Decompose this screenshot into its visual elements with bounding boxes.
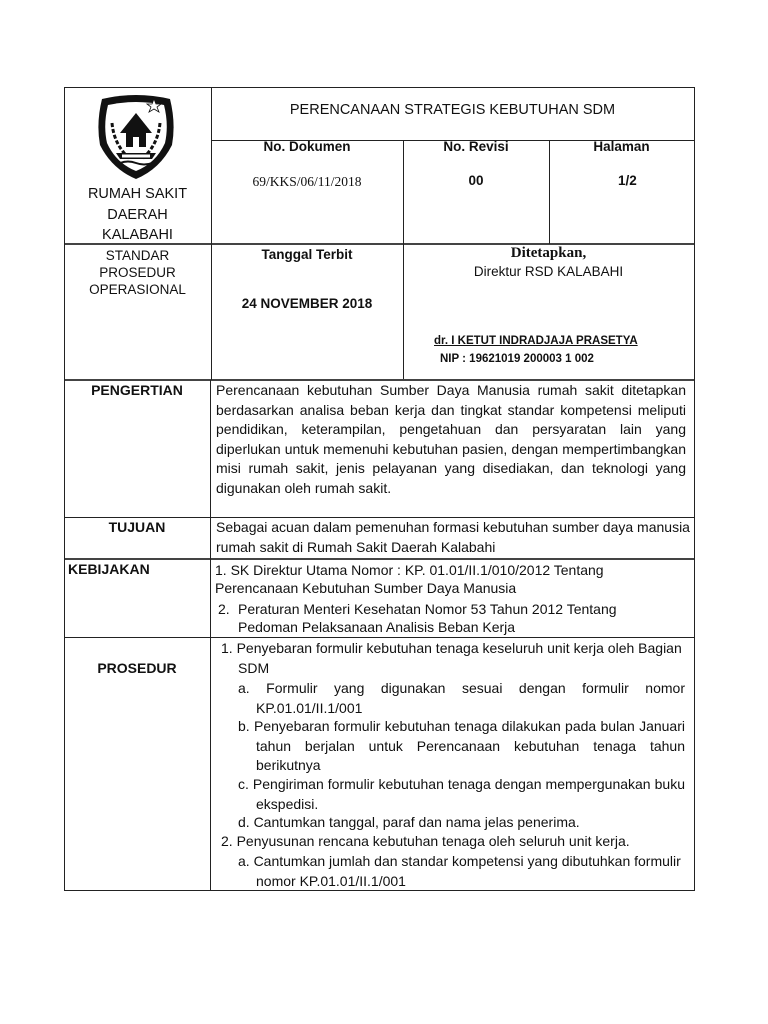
stamp-text: Ditetapkan,: [510, 245, 587, 261]
sop-label-line: STANDAR: [105, 248, 170, 263]
director-nip: NIP : 19621019 200003 1 002: [440, 353, 594, 365]
prosedur-step: 2. Penyusunan rencana kebutuhan tenaga oleh seluruh unit kerja.: [221, 833, 630, 849]
revision-label: No. Revisi: [443, 139, 509, 154]
tujuan-label: TUJUAN: [108, 519, 166, 535]
sop-label: [64, 247, 211, 298]
hospital-logo: [90, 93, 182, 183]
page-label: Halaman: [593, 139, 650, 154]
hospital-name: [64, 184, 211, 246]
prosedur-substep: d. Cantumkan tanggal, paraf dan nama jelas penerima.: [238, 814, 580, 830]
prosedur-label: PROSEDUR: [97, 660, 177, 676]
page-value: 1/2: [618, 173, 637, 188]
kebijakan-item: Perencanaan Kebutuhan Sumber Daya Manusia: [215, 580, 517, 596]
director-title: Direktur RSD KALABAHI: [473, 264, 624, 279]
kebijakan-item: 1. SK Direktur Utama Nomor : KP. 01.01/II.1/010/2012 Tentang: [215, 562, 604, 578]
issue-date-label: Tanggal Terbit: [261, 247, 353, 262]
kebijakan-item-number: 2.: [218, 601, 230, 617]
prosedur-substep: a. Cantumkan jumlah dan standar kompetensi yang dibutuhkan formulir nomor KP.01.01/II.1/001: [238, 853, 681, 889]
issue-date-value: 24 NOVEMBER 2018: [241, 296, 373, 311]
director-name: dr. I KETUT INDRADJAJA PRASETYA: [434, 335, 638, 347]
kebijakan-label: KEBIJAKAN: [68, 561, 150, 577]
prosedur-step: 1. Penyebaran formulir kebutuhan tenaga keseluruh unit kerja oleh Bagian SDM: [221, 640, 682, 676]
hospital-name-line: KALABAHI: [102, 227, 173, 243]
prosedur-substep: b. Penyebaran formulir kebutuhan tenaga dilakukan pada bulan Januari tahun berjalan untuk Perencanaan kebutuhan tenaga tahun berikutnya: [238, 718, 685, 773]
hospital-name-line: DAERAH: [107, 206, 168, 223]
kebijakan-item: Peraturan Menteri Kesehatan Nomor 53 Tahun 2012 Tentang: [238, 601, 617, 617]
pengertian-label: PENGERTIAN: [91, 382, 183, 398]
tujuan-text: Sebagai acuan dalam pemenuhan formasi kebutuhan sumber daya manusia rumah sakit di Rumah Sakit Daerah Kalabahi: [216, 519, 690, 555]
revision-value: 00: [468, 173, 484, 188]
prosedur-substep: a. Formulir yang digunakan sesuai dengan formulir nomor KP.01.01/II.1/001: [238, 680, 685, 716]
prosedur-substep: c. Pengiriman formulir kebutuhan tenaga dengan mempergunakan buku ekspedisi.: [238, 776, 685, 812]
sop-label-line: PROSEDUR: [99, 265, 176, 280]
doc-number-label: No. Dokumen: [263, 139, 351, 154]
document-title: PERENCANAAN STRATEGIS KEBUTUHAN SDM: [289, 102, 616, 118]
pengertian-text: Perencanaan kebutuhan Sumber Daya Manusia rumah sakit ditetapkan berdasarkan analisa beban kerja dan tingkat standar kompetensi meliputi pendidikan, keterampilan, pengetahuan dan persyaratan lain yang diperlukan untuk memenuhi kebutuhan pasien, dengan mempertimbangkan misi rumah sakit, jenis pelayanan yang disediakan, dan teknologi yang digunakan oleh rumah sakit.: [216, 382, 686, 496]
sop-label-line: OPERASIONAL: [89, 282, 186, 297]
hospital-name-line: RUMAH SAKIT: [87, 186, 188, 202]
doc-number-value: 69/KKS/06/11/2018: [252, 174, 362, 189]
kebijakan-item: Pedoman Pelaksanaan Analisis Beban Kerja: [238, 619, 516, 635]
